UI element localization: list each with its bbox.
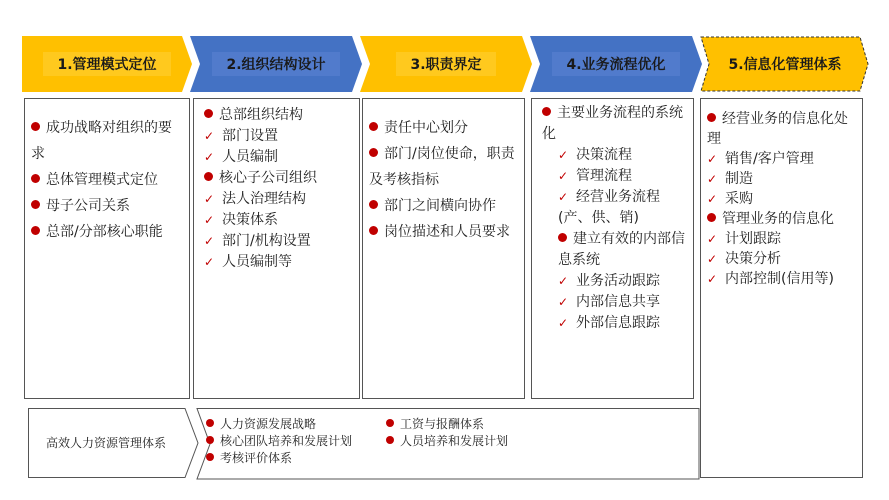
- list-item: ✓ 决策流程: [542, 145, 687, 166]
- stage-5: [700, 36, 870, 92]
- column-5-box: [700, 98, 863, 478]
- stage-label: 4.业务流程优化: [552, 52, 679, 76]
- list-item: 人力资源发展战略: [206, 416, 352, 433]
- list-item: 建立有效的内部信息系统: [558, 231, 685, 268]
- list-item: ✓ 人员编制: [204, 147, 353, 168]
- list-item: ✓ 采购: [707, 191, 753, 207]
- hr-left-list: [206, 416, 352, 467]
- hr-items-box: [196, 408, 699, 478]
- column-1-box: [24, 98, 190, 399]
- list-item: 工资与报酬体系: [386, 416, 508, 433]
- bullet-dot-icon: [542, 107, 551, 116]
- list-item: ✓ 外部信息跟踪: [542, 313, 687, 334]
- list-item: 成功战略对组织的要求: [31, 120, 172, 162]
- checkmark-icon: ✓: [204, 129, 215, 143]
- list-item: ✓ 计划跟踪: [707, 231, 781, 247]
- checkmark-icon: ✓: [558, 274, 569, 288]
- checkmark-icon: ✓: [707, 232, 718, 246]
- list-item: ✓ 决策体系: [204, 210, 353, 231]
- checkmark-icon: ✓: [707, 152, 718, 166]
- list-item: ✓ 销售/客户管理: [707, 151, 814, 167]
- bullet-dot-icon: [369, 122, 378, 131]
- checkmark-icon: ✓: [204, 213, 215, 227]
- bullet-dot-icon: [369, 148, 378, 157]
- list-item: ✓ 决策分析: [707, 251, 781, 267]
- list-item: 部门/岗位使命，职责及考核指标: [369, 146, 515, 188]
- list-item: 主要业务流程的系统化: [542, 105, 683, 142]
- stage-label: 3.职责界定: [396, 52, 495, 76]
- stage-label: 2.组织结构设计: [212, 52, 339, 76]
- list-item: 责任中心划分: [369, 115, 518, 141]
- bullet-dot-icon: [204, 172, 213, 181]
- list-item: 人员培养和发展计划: [386, 433, 508, 450]
- hr-system-title: 高效人力资源管理体系: [45, 435, 166, 450]
- list-item: 部门之间横向协作: [369, 193, 518, 219]
- checkmark-icon: ✓: [558, 295, 569, 309]
- list-item: ✓ 业务活动跟踪: [542, 271, 687, 292]
- bullet-dot-icon: [204, 109, 213, 118]
- column-4-box: [531, 98, 694, 399]
- checkmark-icon: ✓: [204, 150, 215, 164]
- list-item: 母子公司关系: [31, 193, 183, 219]
- bullet-dot-icon: [707, 113, 716, 122]
- list-item: ✓ 制造: [707, 171, 753, 187]
- list-item: ✓ 部门设置: [204, 126, 353, 147]
- checkmark-icon: ✓: [707, 252, 718, 266]
- hr-system-label-box: [28, 408, 198, 476]
- bullet-dot-icon: [31, 226, 40, 235]
- list-item: 岗位描述和人员要求: [369, 219, 518, 245]
- checkmark-icon: ✓: [204, 234, 215, 248]
- checkmark-icon: ✓: [558, 148, 569, 162]
- bullet-dot-icon: [206, 419, 214, 427]
- bullet-dot-icon: [386, 436, 394, 444]
- list-item: 总部组织结构: [204, 105, 353, 126]
- list-item: ✓ 经营业务流程(产、供、销): [558, 189, 660, 226]
- bullet-dot-icon: [31, 200, 40, 209]
- stage-4: [530, 36, 702, 92]
- bullet-dot-icon: [369, 200, 378, 209]
- checkmark-icon: ✓: [707, 172, 718, 186]
- list-item: ✓ 部门/机构设置: [204, 231, 353, 252]
- hr-right-list: [386, 416, 508, 450]
- checkmark-icon: ✓: [558, 169, 569, 183]
- list-item: 管理业务的信息化: [707, 209, 856, 229]
- checkmark-icon: ✓: [204, 192, 215, 206]
- list-item: ✓ 内部信息共享: [542, 292, 687, 313]
- list-item: 经营业务的信息化处理: [707, 111, 848, 147]
- checkmark-icon: ✓: [558, 316, 569, 330]
- stage-1: [22, 36, 192, 92]
- bullet-dot-icon: [707, 213, 716, 222]
- list-item: ✓ 内部控制(信用等): [707, 271, 834, 287]
- list-item: ✓ 管理流程: [542, 166, 687, 187]
- list-item: 核心团队培养和发展计划: [206, 433, 352, 450]
- column-2-box: [193, 98, 360, 399]
- checkmark-icon: ✓: [558, 190, 569, 204]
- bullet-dot-icon: [369, 226, 378, 235]
- bullet-dot-icon: [386, 419, 394, 427]
- bullet-dot-icon: [206, 453, 214, 461]
- stage-3: [360, 36, 532, 92]
- bullet-dot-icon: [31, 174, 40, 183]
- list-item: ✓ 法人治理结构: [204, 189, 353, 210]
- stage-2: [190, 36, 362, 92]
- checkmark-icon: ✓: [707, 272, 718, 286]
- list-item: 考核评价体系: [206, 450, 352, 467]
- list-item: ✓ 人员编制等: [204, 252, 353, 273]
- list-item: 总体管理模式定位: [31, 167, 183, 193]
- stage-label: 5.信息化管理体系: [728, 57, 842, 73]
- stage-label: 1.管理模式定位: [43, 52, 170, 76]
- bullet-dot-icon: [558, 233, 567, 242]
- checkmark-icon: ✓: [204, 255, 215, 269]
- column-3-box: [362, 98, 525, 399]
- checkmark-icon: ✓: [707, 192, 718, 206]
- bullet-dot-icon: [206, 436, 214, 444]
- bullet-dot-icon: [31, 122, 40, 131]
- list-item: 总部/分部核心职能: [31, 219, 183, 245]
- list-item: 核心子公司组织: [204, 168, 353, 189]
